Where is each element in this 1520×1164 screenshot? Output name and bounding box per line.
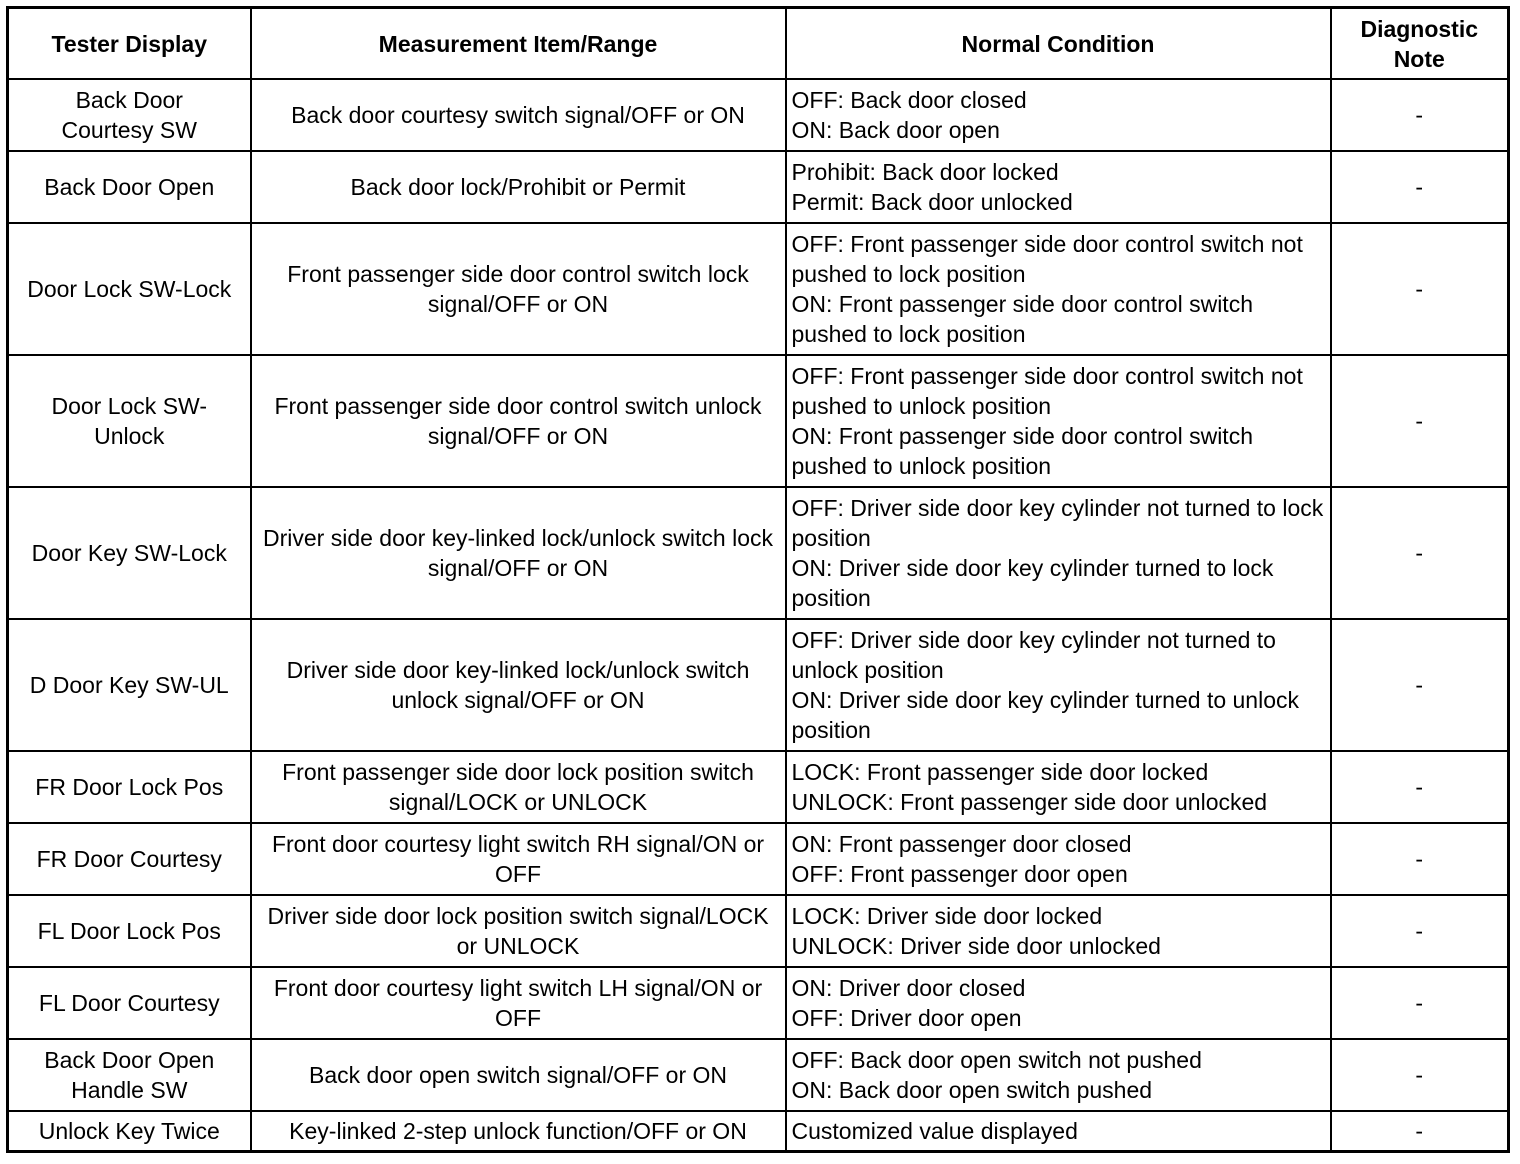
table-row	[8, 1111, 1509, 1151]
condition-line: Permit: Back door unlocked	[791, 189, 1073, 215]
header-normal-condition: Normal Condition	[786, 8, 1331, 80]
diagnostic-note-cell: -	[1331, 751, 1509, 823]
condition-line: OFF: Driver side door key cylinder not turned to unlock position	[791, 627, 1276, 683]
condition-line: OFF: Back door closed	[791, 87, 1027, 113]
normal-condition-cell	[786, 355, 1331, 487]
diagnostic-note-cell: -	[1331, 1039, 1509, 1111]
tester-display-cell: FL Door Lock Pos	[8, 895, 251, 967]
measurement-cell: Driver side door key-linked lock/unlock switch unlock signal/OFF or ON	[251, 619, 786, 751]
measurement-cell: Back door lock/Prohibit or Permit	[251, 151, 786, 223]
table-row	[8, 355, 1509, 487]
measurement-cell: Driver side door lock position switch signal/LOCK or UNLOCK	[251, 895, 786, 967]
condition-line: OFF: Front passenger door open	[791, 861, 1128, 887]
tester-display-cell: Unlock Key Twice	[8, 1111, 251, 1151]
diagnostic-note-cell: -	[1331, 1111, 1509, 1151]
measurement-cell: Back door open switch signal/OFF or ON	[251, 1039, 786, 1111]
diagnostic-note-cell: -	[1331, 895, 1509, 967]
normal-condition-cell	[786, 967, 1331, 1039]
normal-condition-cell	[786, 487, 1331, 619]
condition-line: LOCK: Driver side door locked	[791, 903, 1103, 929]
condition-line: UNLOCK: Front passenger side door unlocked	[791, 789, 1268, 815]
normal-condition-cell	[786, 895, 1331, 967]
tester-display-cell: Back Door Courtesy SW	[8, 79, 251, 151]
header-measurement: Measurement Item/Range	[251, 8, 786, 80]
condition-line: ON: Driver side door key cylinder turned to lock position	[791, 555, 1274, 611]
data-list-table	[6, 6, 1510, 1153]
condition-line: OFF: Front passenger side door control switch not pushed to lock position	[791, 231, 1303, 287]
condition-line: ON: Front passenger door closed	[791, 831, 1132, 857]
condition-line: ON: Back door open switch pushed	[791, 1077, 1153, 1103]
measurement-cell: Front passenger side door control switch lock signal/OFF or ON	[251, 223, 786, 355]
measurement-cell: Front passenger side door lock position switch signal/LOCK or UNLOCK	[251, 751, 786, 823]
condition-line: LOCK: Front passenger side door locked	[791, 759, 1209, 785]
table-row	[8, 967, 1509, 1039]
table-row	[8, 895, 1509, 967]
diagnostic-note-cell: -	[1331, 967, 1509, 1039]
condition-line: OFF: Back door open switch not pushed	[791, 1047, 1202, 1073]
table-row	[8, 79, 1509, 151]
condition-line: OFF: Front passenger side door control switch not pushed to unlock position	[791, 363, 1303, 419]
table-row	[8, 1039, 1509, 1111]
normal-condition-cell	[786, 79, 1331, 151]
normal-condition-cell	[786, 151, 1331, 223]
measurement-cell: Front door courtesy light switch LH signal/ON or OFF	[251, 967, 786, 1039]
condition-line: ON: Front passenger side door control switch pushed to lock position	[791, 291, 1253, 347]
table-row	[8, 487, 1509, 619]
table-row	[8, 619, 1509, 751]
normal-condition-cell	[786, 1039, 1331, 1111]
tester-display-cell: Door Lock SW-Unlock	[8, 355, 251, 487]
condition-line: ON: Front passenger side door control switch pushed to unlock position	[791, 423, 1253, 479]
tester-display-cell: Back Door Open	[8, 151, 251, 223]
diagnostic-note-cell: -	[1331, 487, 1509, 619]
condition-line: OFF: Driver door open	[791, 1005, 1022, 1031]
header-row	[8, 8, 1509, 80]
tester-display-cell: D Door Key SW-UL	[8, 619, 251, 751]
measurement-cell: Front passenger side door control switch unlock signal/OFF or ON	[251, 355, 786, 487]
diagnostic-note-cell: -	[1331, 151, 1509, 223]
tester-display-cell: Door Key SW-Lock	[8, 487, 251, 619]
tester-display-cell: Back Door Open Handle SW	[8, 1039, 251, 1111]
condition-line: Prohibit: Back door locked	[791, 159, 1059, 185]
normal-condition-cell	[786, 751, 1331, 823]
diagnostic-note-cell: -	[1331, 79, 1509, 151]
tester-display-cell: FR Door Courtesy	[8, 823, 251, 895]
normal-condition-cell	[786, 1111, 1331, 1151]
diagnostic-note-cell: -	[1331, 223, 1509, 355]
measurement-cell: Back door courtesy switch signal/OFF or ON	[251, 79, 786, 151]
normal-condition-cell	[786, 223, 1331, 355]
table-row	[8, 223, 1509, 355]
tester-display-cell: FR Door Lock Pos	[8, 751, 251, 823]
table-row	[8, 823, 1509, 895]
normal-condition-cell	[786, 823, 1331, 895]
tester-display-cell: Door Lock SW-Lock	[8, 223, 251, 355]
condition-line: ON: Back door open	[791, 117, 1000, 143]
diagnostic-note-cell: -	[1331, 823, 1509, 895]
table-row	[8, 751, 1509, 823]
normal-condition-cell	[786, 619, 1331, 751]
diagnostic-note-cell: -	[1331, 355, 1509, 487]
header-diagnostic-note: Diagnostic Note	[1331, 8, 1509, 80]
condition-line: UNLOCK: Driver side door unlocked	[791, 933, 1161, 959]
condition-line: Customized value displayed	[791, 1117, 1078, 1144]
diagnostic-note-cell: -	[1331, 619, 1509, 751]
header-tester-display: Tester Display	[8, 8, 251, 80]
condition-line: ON: Driver door closed	[791, 975, 1026, 1001]
condition-line: OFF: Driver side door key cylinder not turned to lock position	[791, 495, 1324, 551]
condition-line: ON: Driver side door key cylinder turned to unlock position	[791, 687, 1299, 743]
measurement-cell: Front door courtesy light switch RH signal/ON or OFF	[251, 823, 786, 895]
tester-display-cell: FL Door Courtesy	[8, 967, 251, 1039]
measurement-cell: Key-linked 2-step unlock function/OFF or ON	[251, 1111, 786, 1151]
measurement-cell: Driver side door key-linked lock/unlock switch lock signal/OFF or ON	[251, 487, 786, 619]
table-row	[8, 151, 1509, 223]
